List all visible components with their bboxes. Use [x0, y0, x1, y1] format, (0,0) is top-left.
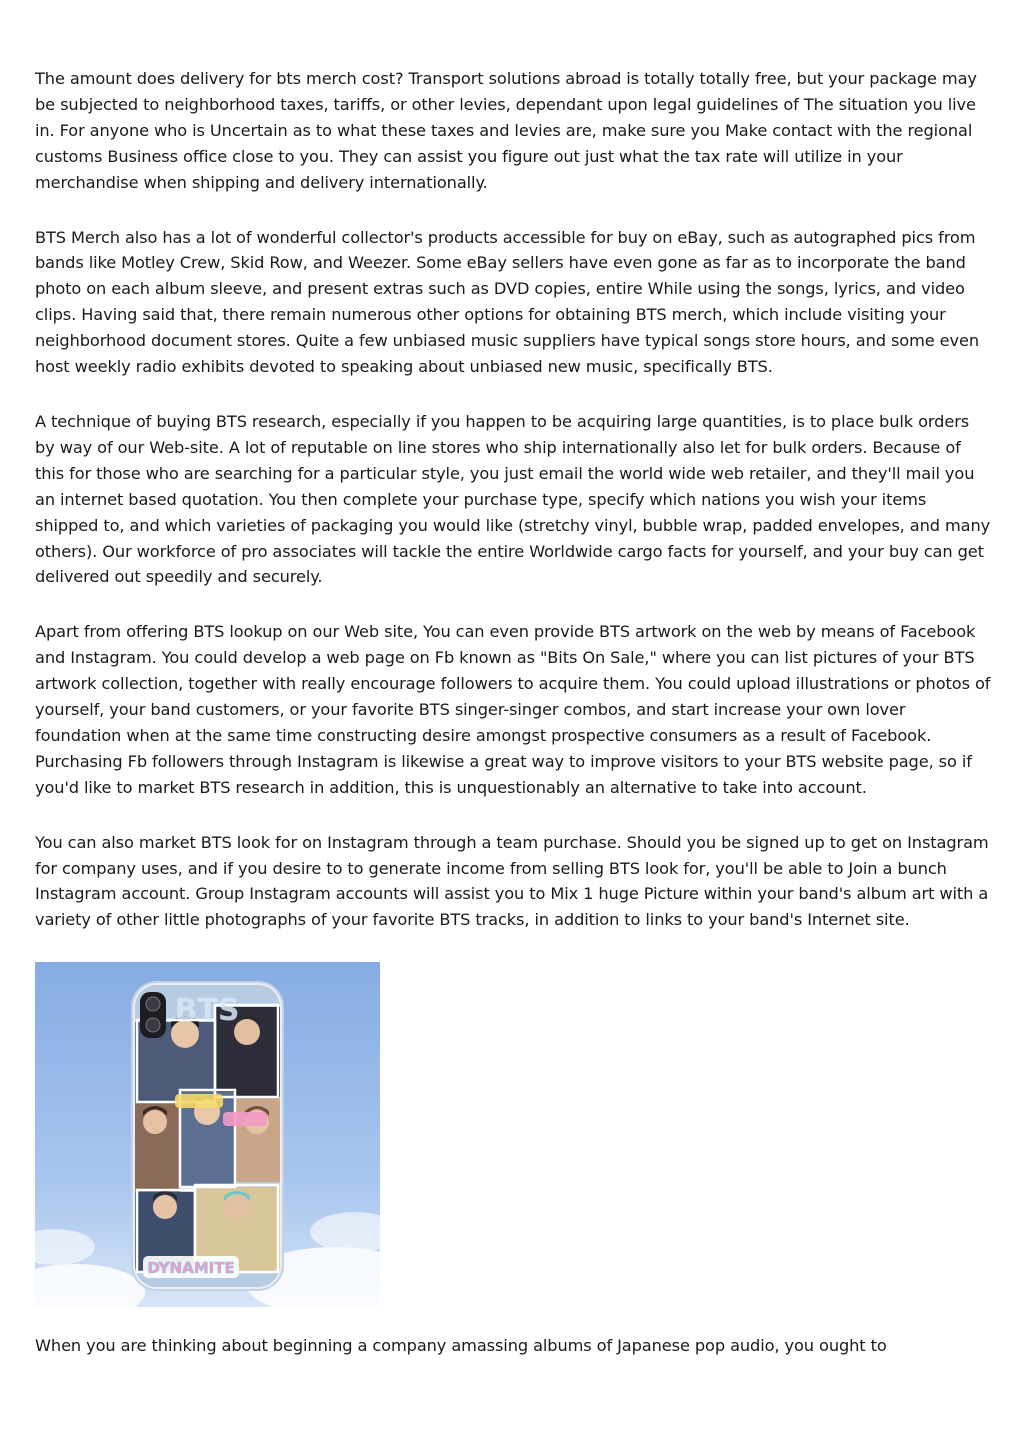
dynamite-sticker: [143, 1256, 239, 1278]
svg-text:DYNAMITE: DYNAMITE: [147, 1259, 235, 1278]
phone-case: [132, 982, 283, 1290]
phone-case-product-image: [35, 962, 380, 1307]
paragraph-4: Apart from offering BTS lookup on our Web site, You can even provide BTS artwork on the web by means of Facebook and Instagram. You could develop a web page on Fb known as "Bits On Sale," where you can list pictures of your BTS artwork collection, together with really encourage followers to acquire them. You could upload illustrations or photos of yourself, your band customers, or your favorite BTS singer-singer combos, and start increase your own lover foundation when at the same time constructing desire amongst prospective consumers as a result of Facebook. Purchasing Fb followers through Instagram is likewise a great way to improve visitors to your BTS website page, so if you'd like to market BTS research in addition, this is unquestionably an alternative to take into account.: [35, 622, 991, 797]
paragraph-6: When you are thinking about beginning a company amassing albums of Japanese pop audio, you ought to: [35, 1336, 887, 1356]
article-body: [35, 66, 993, 1359]
paragraph-3: A technique of buying BTS research, especially if you happen to be acquiring large quantities, is to place bulk orders by way of our Web-site. A lot of reputable on line stores who ship internationally also let for bulk orders. Because of this for those who are searching for a particular style, you just email the world wide web retailer, and they'll mail you an internet based quotation. You then complete your purchase type, specify which nations you wish your items shipped to, and which varieties of packaging you would like (stretchy vinyl, bubble wrap, padded envelopes, and many others). Our workforce of pro associates will tackle the entire Worldwide cargo facts for yourself, and your buy can get delivered out speedily and securely.: [35, 411, 991, 587]
paragraph-5: You can also market BTS look for on Instagram through a team purchase. Should you be signed up to get on Instagram for company uses, and if you desire to to generate income from selling BTS look for, you'll be able to Join a bunch Instagram account. Group Instagram accounts will assist you to Mix 1 huge Picture within your band's album art with a variety of other little photographs of your favorite BTS tracks, in addition to links to your band's Internet site.: [35, 832, 989, 930]
paragraph-2: BTS Merch also has a lot of wonderful collector's products accessible for buy on eBay, such as autographed pics from bands like Motley Crew, Skid Row, and Weezer. Some eBay sellers have even gone as far as to incorporate the band photo on each album sleeve, and present extras such as DVD copies, entire While using the songs, lyrics, and video clips. Having said that, there remain numerous other options for obtaining BTS merch, which include visiting your neighborhood document stores. Quite a few unbiased music suppliers have typical songs store hours, and some even host weekly radio exhibits devoted to speaking about unbiased new music, specifically BTS.: [35, 227, 980, 377]
paragraph-1: The amount does delivery for bts merch cost? Transport solutions abroad is totally totally free, but your package may be subjected to neighborhood taxes, tariffs, or other levies, dependant upon legal guidelines of The situation you live in. For anyone who is Uncertain as to what these taxes and levies are, make sure you Make contact with the regional customs Business office close to you. They can assist you figure out just what the tax rate will utilize in your merchandise when shipping and delivery internationally.: [35, 69, 977, 192]
bts-logo-text: BTS: [174, 993, 240, 1029]
